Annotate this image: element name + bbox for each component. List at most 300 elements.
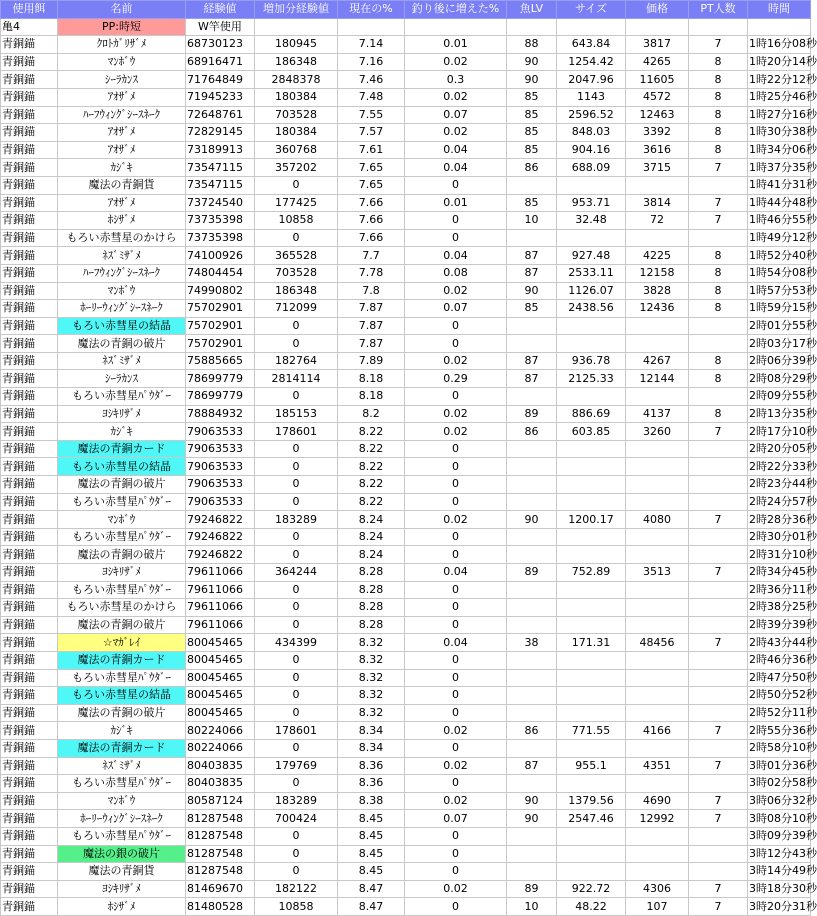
table-row: [1, 317, 811, 335]
cell-bait: 青銅錨: [1, 863, 58, 881]
cell-current-pct: 8.24: [338, 528, 405, 546]
cell-name: ﾎｰﾘｰｳｨﾝｸﾞｼｰｽﾈｰｸ: [58, 300, 186, 318]
cell-bait: 青銅錨: [1, 739, 58, 757]
cell-bait: 青銅錨: [1, 476, 58, 494]
cell-name: 魔法の銀の破片: [58, 845, 186, 863]
cell-size: 2047.96: [557, 71, 626, 89]
cell-time: 1時27分16秒: [748, 106, 811, 124]
cell-pt-count: 8: [689, 405, 748, 423]
cell-exp-gain: 180384: [255, 88, 338, 106]
cell-current-pct: 8.47: [338, 880, 405, 898]
table-row: [1, 282, 811, 300]
cell-name: もろい赤彗星ﾊﾟｳﾀﾞｰ: [58, 669, 186, 687]
cell-pt-count: [689, 546, 748, 564]
cell-price: 11605: [626, 71, 689, 89]
cell-exp-gain: 0: [255, 388, 338, 406]
cell-pct-gain: 0.02: [405, 282, 507, 300]
cell-current-pct: 8.32: [338, 704, 405, 722]
cell-name: もろい赤彗星の結晶: [58, 317, 186, 335]
cell-time: 2時17分10秒: [748, 423, 811, 441]
cell-exp: 75702901: [186, 317, 255, 335]
cell-bait: 青銅錨: [1, 511, 58, 529]
cell-price: [626, 687, 689, 705]
table-row: [1, 124, 811, 142]
cell-bait: 青銅錨: [1, 687, 58, 705]
cell-pt-count: 8: [689, 53, 748, 71]
cell-pct-gain: 0: [405, 440, 507, 458]
cell-current-pct: 8.32: [338, 687, 405, 705]
cell-fish-lv: [507, 669, 557, 687]
cell-pct-gain: 0.07: [405, 810, 507, 828]
cell-bait: 青銅錨: [1, 880, 58, 898]
cell-price: [626, 704, 689, 722]
cell-fish-lv: 89: [507, 405, 557, 423]
cell-name: ﾈｽﾞﾐｻﾞﾒ: [58, 757, 186, 775]
cell-price: 3616: [626, 141, 689, 159]
header-row: [1, 1, 811, 19]
cell-price: 12463: [626, 106, 689, 124]
cell-name: ﾏﾝﾎﾞｳ: [58, 282, 186, 300]
cell-size: [557, 528, 626, 546]
cell-current-pct: 7.48: [338, 88, 405, 106]
cell-exp: 80045465: [186, 669, 255, 687]
cell-price: [626, 599, 689, 617]
cell-exp-gain: 0: [255, 458, 338, 476]
cell-name: 魔法の青銅貨: [58, 863, 186, 881]
cell-fish-lv: 86: [507, 159, 557, 177]
cell-name: もろい赤彗星ﾊﾟｳﾀﾞｰ: [58, 581, 186, 599]
cell-exp-gain: 0: [255, 669, 338, 687]
cell-exp: 73735398: [186, 229, 255, 247]
cell-exp: 73724540: [186, 194, 255, 212]
cell-bait: 青銅錨: [1, 176, 58, 194]
cell-exp-gain: 10858: [255, 212, 338, 230]
table-row: [1, 476, 811, 494]
cell-pt-count: 8: [689, 106, 748, 124]
cell-pct-gain: 0: [405, 845, 507, 863]
cell-bait: 青銅錨: [1, 53, 58, 71]
table-row: [1, 458, 811, 476]
cell-current-pct: 8.22: [338, 493, 405, 511]
cell-time: 2時52分11秒: [748, 704, 811, 722]
cell-size: 1200.17: [557, 511, 626, 529]
cell-size: [557, 493, 626, 511]
cell-price: [626, 458, 689, 476]
cell-pct-gain: 0: [405, 546, 507, 564]
cell-exp: 79063533: [186, 493, 255, 511]
cell-fish-lv: [507, 528, 557, 546]
table-row: [1, 528, 811, 546]
table-row: [1, 546, 811, 564]
cell-pt-count: 8: [689, 282, 748, 300]
cell-size: 603.85: [557, 423, 626, 441]
cell-time: 1時41分31秒: [748, 176, 811, 194]
cell-name: ☆ﾏｶﾞﾚｲ: [58, 634, 186, 652]
cell-name: もろい赤彗星ﾊﾟｳﾀﾞｰ: [58, 827, 186, 845]
cell-exp-gain: 180384: [255, 124, 338, 142]
cell-pt-count: 7: [689, 634, 748, 652]
cell-current-pct: 7.65: [338, 159, 405, 177]
cell-price: 4166: [626, 722, 689, 740]
cell-size: [557, 669, 626, 687]
cell-current-pct: 7.46: [338, 71, 405, 89]
cell-price: 72: [626, 212, 689, 230]
cell-bait: 青銅錨: [1, 282, 58, 300]
cell-pt-count: [689, 458, 748, 476]
cell-pct-gain: 0.04: [405, 634, 507, 652]
cell-current-pct: 8.36: [338, 757, 405, 775]
cell-fish-lv: 90: [507, 810, 557, 828]
cell-pt-count: [689, 528, 748, 546]
table-row: [1, 194, 811, 212]
cell-exp-gain: 700424: [255, 810, 338, 828]
cell-current-pct: 8.28: [338, 599, 405, 617]
table-row: [1, 739, 811, 757]
cell-time: 2時24分57秒: [748, 493, 811, 511]
cell-exp-gain: 0: [255, 493, 338, 511]
cell-exp-gain: 10858: [255, 898, 338, 916]
cell-bait: 青銅錨: [1, 564, 58, 582]
cell-size: 2547.46: [557, 810, 626, 828]
cell-time: 3時18分30秒: [748, 880, 811, 898]
cell-current-pct: 8.28: [338, 616, 405, 634]
cell-exp-gain: 0: [255, 335, 338, 353]
cell-current-pct: 7.66: [338, 194, 405, 212]
table-row: [1, 71, 811, 89]
cell-bait: 青銅錨: [1, 528, 58, 546]
cell-size: [557, 616, 626, 634]
cell-price: 12992: [626, 810, 689, 828]
cell-bait: 青銅錨: [1, 159, 58, 177]
cell-fish-lv: 87: [507, 370, 557, 388]
table-row: [1, 405, 811, 423]
table-row: [1, 300, 811, 318]
cell-pct-gain: 0: [405, 317, 507, 335]
cell-time: 2時06分39秒: [748, 352, 811, 370]
cell-exp: 79063533: [186, 423, 255, 441]
cell-price: 3814: [626, 194, 689, 212]
cell-time: 3時14分49秒: [748, 863, 811, 881]
cell-pt-count: [689, 388, 748, 406]
cell-price: [626, 476, 689, 494]
cell-pct-gain: 0.02: [405, 405, 507, 423]
column-header-time: 時間: [748, 1, 811, 19]
cell-pct-gain: 0.04: [405, 564, 507, 582]
cell-size: [557, 546, 626, 564]
cell-time: 2時34分45秒: [748, 564, 811, 582]
cell-size: 2596.52: [557, 106, 626, 124]
cell-current-pct: 8.34: [338, 722, 405, 740]
cell-price: [626, 388, 689, 406]
cell-size: 48.22: [557, 898, 626, 916]
cell-time: 1時49分12秒: [748, 229, 811, 247]
cell-time: 2時50分52秒: [748, 687, 811, 705]
cell-size: [557, 317, 626, 335]
cell-current-pct: 8.22: [338, 458, 405, 476]
cell-exp-gain: 0: [255, 229, 338, 247]
cell-pct-gain: 0.02: [405, 880, 507, 898]
cell-bait: 青銅錨: [1, 546, 58, 564]
cell-fish-lv: [507, 775, 557, 793]
cell-bait: 青銅錨: [1, 440, 58, 458]
cell-name: ﾎｼｻﾞﾒ: [58, 212, 186, 230]
table-row: [1, 704, 811, 722]
cell-time: 2時01分55秒: [748, 317, 811, 335]
table-row: [1, 511, 811, 529]
cell-exp: 72648761: [186, 106, 255, 124]
cell-exp: 78699779: [186, 370, 255, 388]
cell-current-pct: 7.61: [338, 141, 405, 159]
table-row: [1, 792, 811, 810]
cell-price: [626, 546, 689, 564]
cell-exp: 80403835: [186, 757, 255, 775]
cell-pt-count: 7: [689, 194, 748, 212]
cell-size: [557, 229, 626, 247]
cell-pt-count: [689, 739, 748, 757]
cell-pct-gain: 0.02: [405, 757, 507, 775]
cell-exp: 79246822: [186, 528, 255, 546]
cell-pct-gain: 0.02: [405, 53, 507, 71]
cell-fish-lv: 89: [507, 880, 557, 898]
table-row: [1, 141, 811, 159]
cell-name: ﾏﾝﾎﾞｳ: [58, 792, 186, 810]
cell-fish-lv: 89: [507, 564, 557, 582]
cell-name: 魔法の青銅貨: [58, 176, 186, 194]
cell-name: ﾏﾝﾎﾞｳ: [58, 511, 186, 529]
cell-exp: 79611066: [186, 599, 255, 617]
cell-pt-count: [689, 229, 748, 247]
cell-pct-gain: 0: [405, 599, 507, 617]
cell-bait: 青銅錨: [1, 352, 58, 370]
cell-size: [557, 845, 626, 863]
cell-bait: 青銅錨: [1, 88, 58, 106]
table-row: [1, 370, 811, 388]
cell-bait: 青銅錨: [1, 335, 58, 353]
cell-name: ｱｵｻﾞﾒ: [58, 88, 186, 106]
cell-current-pct: 7.87: [338, 300, 405, 318]
cell-name: PP:時短: [58, 18, 186, 36]
cell-size: 752.89: [557, 564, 626, 582]
cell-pct-gain: 0.02: [405, 722, 507, 740]
cell-size: 2438.56: [557, 300, 626, 318]
cell-current-pct: 8.38: [338, 792, 405, 810]
cell-time: 2時22分33秒: [748, 458, 811, 476]
cell-name: ﾈｽﾞﾐｻﾞﾒ: [58, 352, 186, 370]
cell-bait: 青銅錨: [1, 616, 58, 634]
cell-current-pct: 7.87: [338, 335, 405, 353]
cell-time: 2時36分11秒: [748, 581, 811, 599]
cell-bait: 青銅錨: [1, 388, 58, 406]
cell-exp: 72829145: [186, 124, 255, 142]
cell-pt-count: 8: [689, 71, 748, 89]
cell-fish-lv: 90: [507, 71, 557, 89]
cell-exp: 80045465: [186, 704, 255, 722]
cell-name: ｱｵｻﾞﾒ: [58, 124, 186, 142]
cell-price: 107: [626, 898, 689, 916]
cell-exp: 79063533: [186, 458, 255, 476]
cell-bait: 青銅錨: [1, 651, 58, 669]
cell-fish-lv: [507, 687, 557, 705]
cell-exp: 79246822: [186, 546, 255, 564]
cell-current-pct: 8.45: [338, 810, 405, 828]
cell-size: 1254.42: [557, 53, 626, 71]
cell-name: ﾖｼｷﾘｻﾞﾒ: [58, 880, 186, 898]
cell-exp-gain: 183289: [255, 792, 338, 810]
cell-pt-count: 8: [689, 370, 748, 388]
cell-fish-lv: [507, 651, 557, 669]
cell-name: もろい赤彗星ﾊﾟｳﾀﾞｰ: [58, 493, 186, 511]
cell-bait: 青銅錨: [1, 141, 58, 159]
cell-size: [557, 581, 626, 599]
table-row: [1, 564, 811, 582]
column-header-size: サイズ: [557, 1, 626, 19]
cell-exp-gain: 179769: [255, 757, 338, 775]
cell-exp-gain: 0: [255, 739, 338, 757]
cell-price: 4690: [626, 792, 689, 810]
cell-time: 3時09分39秒: [748, 827, 811, 845]
cell-fish-lv: [507, 229, 557, 247]
cell-time: 3時01分36秒: [748, 757, 811, 775]
cell-size: 955.1: [557, 757, 626, 775]
cell-exp-gain: 360768: [255, 141, 338, 159]
cell-bait: 青銅錨: [1, 247, 58, 265]
cell-price: 3392: [626, 124, 689, 142]
cell-exp: 80045465: [186, 634, 255, 652]
cell-size: [557, 739, 626, 757]
cell-pt-count: [689, 687, 748, 705]
cell-name: ﾎｰﾘｰｳｨﾝｸﾞｼｰｽﾈｰｸ: [58, 810, 186, 828]
cell-bait: 青銅錨: [1, 370, 58, 388]
cell-pct-gain: 0.04: [405, 247, 507, 265]
table-row: [1, 176, 811, 194]
cell-name: 魔法の青銅の破片: [58, 546, 186, 564]
cell-exp-gain: 0: [255, 581, 338, 599]
cell-size: 848.03: [557, 124, 626, 142]
cell-price: 4225: [626, 247, 689, 265]
cell-pt-count: 8: [689, 88, 748, 106]
cell-exp-gain: 0: [255, 775, 338, 793]
cell-time: 2時38分25秒: [748, 599, 811, 617]
cell-current-pct: 7.87: [338, 317, 405, 335]
cell-fish-lv: [507, 863, 557, 881]
cell-pct-gain: 0.04: [405, 159, 507, 177]
cell-time: 2時23分44秒: [748, 476, 811, 494]
cell-size: [557, 687, 626, 705]
cell-exp-gain: 0: [255, 440, 338, 458]
cell-pct-gain: 0: [405, 863, 507, 881]
cell-size: 171.31: [557, 634, 626, 652]
cell-exp: 80045465: [186, 687, 255, 705]
cell-pct-gain: 0: [405, 739, 507, 757]
cell-size: 1126.07: [557, 282, 626, 300]
cell-exp-gain: 182764: [255, 352, 338, 370]
cell-name: ｼｰﾗｶﾝｽ: [58, 370, 186, 388]
cell-bait: 青銅錨: [1, 458, 58, 476]
table-row: [1, 757, 811, 775]
cell-bait: 青銅錨: [1, 827, 58, 845]
cell-pt-count: 7: [689, 898, 748, 916]
cell-exp: 81287548: [186, 845, 255, 863]
cell-fish-lv: [507, 739, 557, 757]
cell-pct-gain: 0: [405, 212, 507, 230]
cell-pct-gain: 0.02: [405, 88, 507, 106]
cell-exp-gain: 0: [255, 845, 338, 863]
table-row: [1, 880, 811, 898]
cell-exp: 81287548: [186, 810, 255, 828]
cell-pct-gain: 0.3: [405, 71, 507, 89]
cell-exp-gain: 186348: [255, 282, 338, 300]
cell-pct-gain: 0: [405, 388, 507, 406]
cell-bait: 青銅錨: [1, 810, 58, 828]
cell-pct-gain: 0: [405, 898, 507, 916]
cell-time: 2時46分36秒: [748, 651, 811, 669]
cell-exp: 79063533: [186, 476, 255, 494]
table-row: [1, 616, 811, 634]
cell-size: [557, 775, 626, 793]
cell-fish-lv: 90: [507, 53, 557, 71]
cell-current-pct: 7.16: [338, 53, 405, 71]
cell-exp-gain: 0: [255, 687, 338, 705]
cell-price: [626, 493, 689, 511]
cell-price: 48456: [626, 634, 689, 652]
cell-time: 1時25分46秒: [748, 88, 811, 106]
cell-fish-lv: [507, 704, 557, 722]
cell-exp: 73547115: [186, 176, 255, 194]
cell-pt-count: [689, 827, 748, 845]
table-row: [1, 18, 811, 36]
cell-time: 3時12分43秒: [748, 845, 811, 863]
cell-price: 3513: [626, 564, 689, 582]
cell-exp-gain: 0: [255, 528, 338, 546]
cell-pct-gain: 0.02: [405, 423, 507, 441]
cell-price: [626, 229, 689, 247]
table-row: [1, 247, 811, 265]
cell-pct-gain: 0: [405, 669, 507, 687]
table-row: [1, 335, 811, 353]
cell-pct-gain: 0: [405, 616, 507, 634]
cell-pt-count: [689, 845, 748, 863]
cell-pt-count: 7: [689, 880, 748, 898]
cell-time: 3時20分31秒: [748, 898, 811, 916]
cell-fish-lv: 90: [507, 792, 557, 810]
cell-exp-gain: 0: [255, 176, 338, 194]
cell-time: 1時46分55秒: [748, 212, 811, 230]
cell-size: [557, 440, 626, 458]
cell-fish-lv: [507, 317, 557, 335]
table-row: [1, 229, 811, 247]
table-row: [1, 264, 811, 282]
cell-pt-count: 8: [689, 124, 748, 142]
cell-fish-lv: [507, 581, 557, 599]
cell-time: 2時08分29秒: [748, 370, 811, 388]
table-row: [1, 810, 811, 828]
table-row: [1, 651, 811, 669]
cell-pct-gain: 0.02: [405, 792, 507, 810]
cell-pct-gain: 0.02: [405, 124, 507, 142]
cell-bait: 青銅錨: [1, 212, 58, 230]
cell-exp: 71764849: [186, 71, 255, 89]
cell-fish-lv: [507, 616, 557, 634]
cell-exp: 74100926: [186, 247, 255, 265]
cell-current-pct: 8.47: [338, 898, 405, 916]
cell-pct-gain: 0: [405, 651, 507, 669]
cell-size: [557, 599, 626, 617]
cell-exp-gain: 365528: [255, 247, 338, 265]
cell-exp: 73547115: [186, 159, 255, 177]
cell-fish-lv: 38: [507, 634, 557, 652]
cell-exp-gain: 182122: [255, 880, 338, 898]
cell-exp-gain: 2848378: [255, 71, 338, 89]
